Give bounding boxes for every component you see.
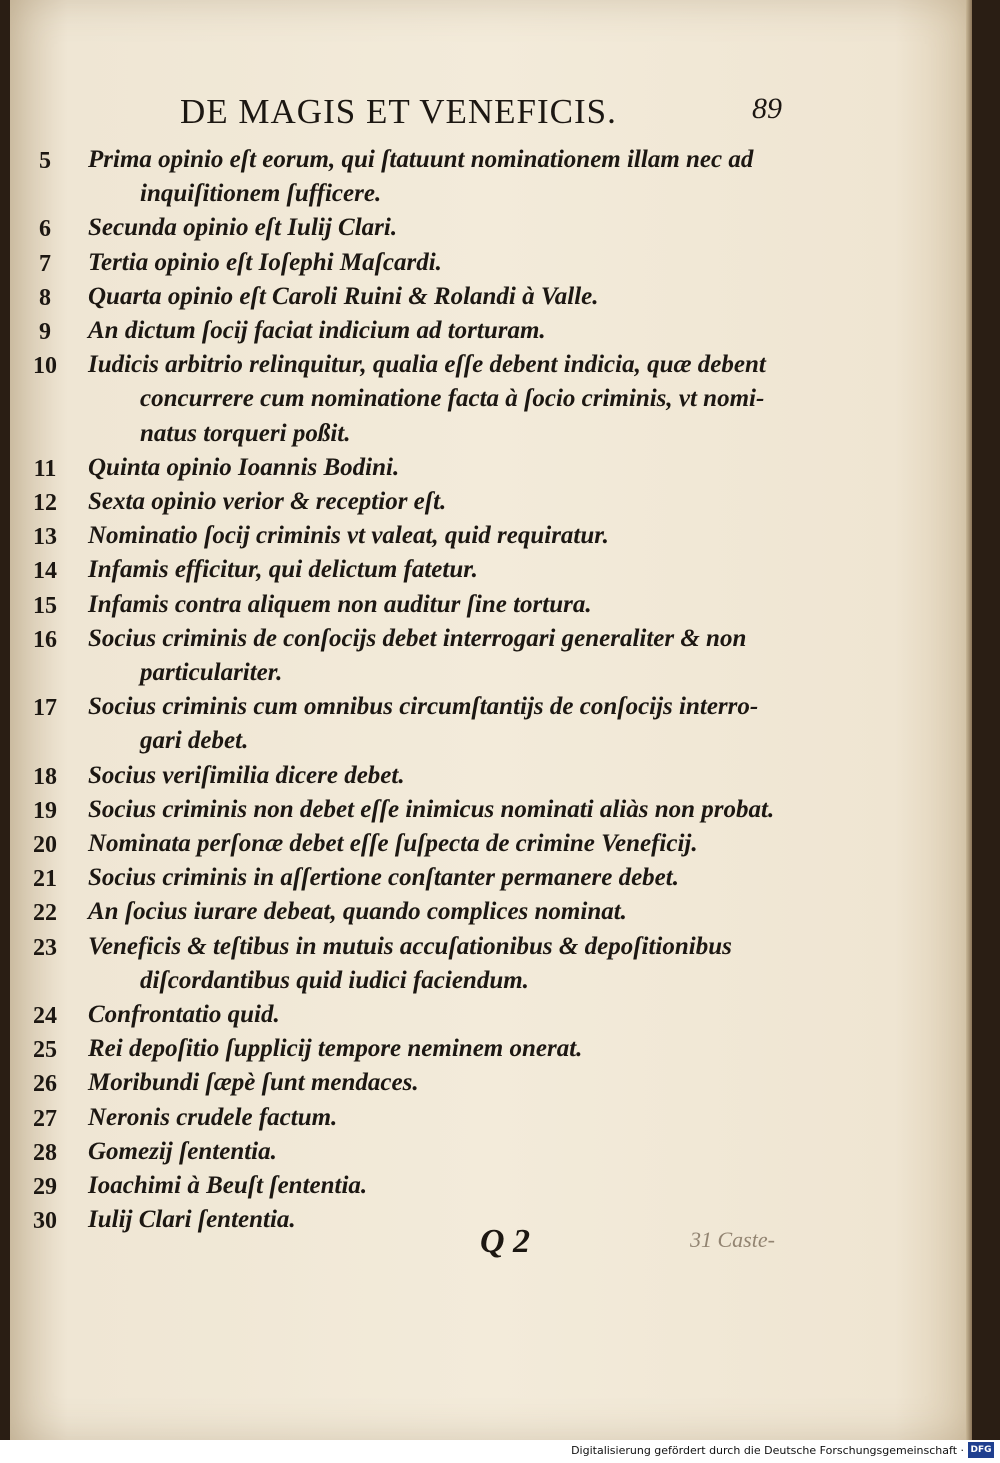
entry-number: 17 (33, 695, 57, 722)
entry-text-continuation: particulariter. (140, 659, 283, 686)
entry-number: 15 (33, 592, 57, 619)
entry-text: Tertia opinio eſt Ioſephi Maſcardi. (88, 248, 442, 276)
entry-text-continuation: gari debet. (140, 727, 249, 755)
entry-text: Infamis contra aliquem non auditur ſine tortura. (88, 590, 592, 618)
entry-text: Rei depoſitio ſupplicij tempore neminem onerat. (88, 1035, 583, 1063)
entry-text: Secunda opinio eſt Iulij Clari. (88, 214, 398, 242)
dfg-logo-icon: DFG (968, 1442, 994, 1458)
entry-text: Socius criminis cum omnibus circumſtantijs de conſocijs interro- (88, 693, 759, 721)
entry-text: Quarta opinio eſt Caroli Ruini & Rolandi à Valle. (88, 282, 599, 310)
entry-text: Neronis crudele factum. (88, 1103, 338, 1131)
page-number: 89 (752, 92, 782, 125)
entry-text: Iulij Clari ſententia. (88, 1206, 296, 1234)
entry-number: 12 (33, 490, 57, 516)
entry-number: 23 (33, 934, 57, 961)
entry-text: Socius veriſimilia dicere debet. (88, 761, 405, 789)
entry-number: 13 (33, 524, 57, 551)
entry-number: 10 (33, 353, 57, 380)
entry-number: 16 (33, 626, 57, 653)
entry-number: 19 (33, 797, 57, 824)
running-head: DE MAGIS ET VENEFICIS. (180, 92, 617, 131)
entry-text-continuation: diſcordantibus quid iudici faciendum. (140, 966, 529, 994)
entry-number: 14 (33, 558, 57, 585)
entry-text-continuation: natus torqueri poßit. (140, 419, 351, 447)
entry-number: 21 (33, 866, 57, 893)
entry-text-continuation: concurrere cum nominatione facta à ſocio criminis, vt nomi- (140, 385, 765, 413)
entry-text: Nominatio ſocij criminis vt valeat, quid requiratur. (88, 522, 609, 550)
page-spine-edge (966, 0, 972, 1440)
entry-number: 24 (33, 1003, 57, 1029)
entry-number: 8 (39, 284, 51, 311)
entry-text: Moribundi ſæpè ſunt mendaces. (88, 1069, 419, 1097)
entry-number: 27 (33, 1105, 57, 1132)
footer-credit: Digitalisierung gefördert durch die Deutsche Forschungsgemeinschaft · (571, 1444, 964, 1457)
entry-text-continuation: inquiſitionem ſufficere. (140, 180, 382, 208)
entry-number: 20 (33, 832, 57, 858)
entry-text: Socius criminis non debet eſſe inimicus nominati aliàs non probat. (88, 795, 775, 823)
signature-mark: Q 2 (480, 1223, 531, 1260)
entry-number: 26 (33, 1071, 57, 1098)
entry-text: Nominata perſonæ debet eſſe ſuſpecta de crimine Veneficij. (88, 830, 698, 857)
entry-text: Veneficis & teſtibus in mutuis accuſationibus & depoſitionibus (88, 932, 732, 960)
entry-number: 25 (33, 1037, 57, 1064)
entry-number: 9 (39, 319, 51, 345)
entry-text: Gomezij ſententia. (88, 1137, 277, 1165)
entry-text: An ſocius iurare debeat, quando complices nominat. (88, 898, 627, 926)
entry-text: Ioachimi à Beuſt ſententia. (88, 1172, 368, 1199)
entry-text: Infamis efficitur, qui delictum fatetur. (88, 556, 478, 584)
entry-number: 28 (33, 1139, 57, 1166)
entry-number: 5 (39, 148, 51, 174)
entry-text: Socius criminis in aſſertione conſtanter permanere debet. (88, 864, 679, 892)
entry-number: 30 (33, 1208, 57, 1235)
catchword: 31 Caste- (690, 1227, 775, 1252)
entry-text: Sexta opinio verior & receptior eſt. (88, 488, 447, 515)
entry-text: Iudicis arbitrio relinquitur, qualia eſſe debent indicia, quæ debent (88, 351, 766, 379)
entry-text: Confrontatio quid. (88, 1001, 280, 1028)
entry-number: 6 (39, 216, 51, 243)
entry-number: 11 (33, 455, 57, 482)
entry-number: 18 (33, 763, 57, 790)
entry-text: Socius criminis de conſocijs debet interrogari generaliter & non (88, 624, 747, 652)
entry-number: 7 (39, 250, 51, 277)
entry-text: An dictum ſocij faciat indicium ad torturam. (88, 317, 546, 344)
entry-text: Quinta opinio Ioannis Bodini. (88, 453, 400, 481)
entry-number: 29 (33, 1174, 57, 1200)
entry-number: 22 (33, 900, 57, 927)
entry-text: Prima opinio eſt eorum, qui ſtatuunt nominationem illam nec ad (88, 146, 754, 173)
